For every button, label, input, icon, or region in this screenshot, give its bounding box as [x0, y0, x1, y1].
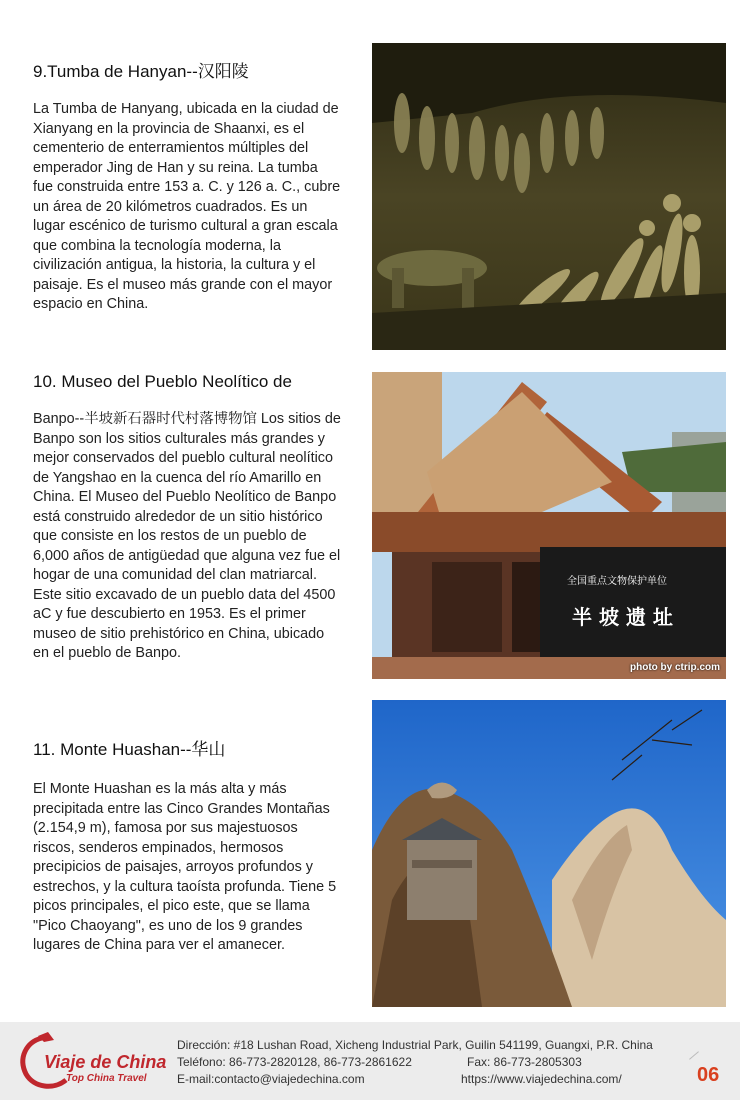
company-logo	[14, 1030, 167, 1092]
footer-fax: Fax: 86-773-2805303	[467, 1055, 582, 1069]
footer-phone: Teléfono: 86-773-2820128, 86-773-2861622	[177, 1055, 412, 1069]
footer-email[interactable]: E-mail:contacto@viajedechina.com	[177, 1072, 365, 1086]
section-title-banpo: 10. Museo del Pueblo Neolítico de	[33, 372, 292, 391]
footer-website[interactable]: https://www.viajedechina.com/	[461, 1072, 622, 1086]
photo-huashan-mountain	[372, 700, 726, 1007]
page-number: 06	[697, 1064, 720, 1086]
photo-hanyang-tomb	[372, 43, 726, 350]
section-body-banpo: Banpo--半坡新石器时代村落博物馆 Los sitios de Banpo son los sitios culturales más grandes y mejor conservados del pueblo cultural neolítico de Yangshao en la cuenca del río Amarillo en China. El Museo del Pueblo Neolítico de Banpo está construido alrededor de un sitio histórico que consiste en los restos de un pueblo de 6,000 años de antigüedad que alguna vez fue el hogar de una comunidad del clan matriarcal. Este sitio excavado de un pueblo data del 4500 aC y fue descubierto en 1953. Es el primer museo de sitio prehistórico en China, ubicado en el pueblo de Banpo.	[33, 411, 341, 661]
page-footer	[0, 1022, 740, 1100]
logo-name: Viaje de China	[44, 1052, 167, 1072]
photo-banpo-museum	[372, 372, 726, 679]
footer-address: Dirección: #18 Lushan Road, Xicheng Industrial Park, Guilin 541199, Guangxi, P.R. China	[177, 1038, 653, 1052]
section-body-hanyang: La Tumba de Hanyang, ubicada en la ciudad de Xianyang en la provincia de Shaanxi, es el cementerio de enterramientos múltiples del emperador Jing de Han y su reina. La tumba fue construida entre 153 a. C. y 126 a. C., cubre un área de 20 kilómetros cuadrados. Es un lugar escénico de turismo cultural a gran escala que combina la tecnología moderna, la civilización antigua, la historia, la cultura y el paisaje. Es el museo más grande con el mayor espacio en China.	[33, 101, 341, 312]
section-body-huashan: El Monte Huashan es la más alta y más precipitada entre las Cinco Grandes Montañas (2.154,9 m), famosa por sus majestuosos riscos, senderos empinados, hermosos precipicios de paisajes, arroyos profundos y estrechos, y la cultura taoísta profunda. Tiene 5 picos principales, el pico este, que se llama "Pico Chaoyang", es uno de los 9 grandes lugares de China para ver el amanecer.	[33, 781, 337, 953]
photo-credit: photo by ctrip.com	[630, 662, 720, 673]
logo-tagline: Top China Travel	[66, 1073, 147, 1084]
section-title-hanyang: 9.Tumba de Hanyan--汉阳陵	[33, 62, 249, 81]
section-title-huashan: 11. Monte Huashan--华山	[33, 740, 226, 759]
photo-sign-text: 半 坡 遗 址	[572, 605, 673, 629]
photo-sign-top-text: 全国重点文物保护单位	[567, 576, 667, 587]
